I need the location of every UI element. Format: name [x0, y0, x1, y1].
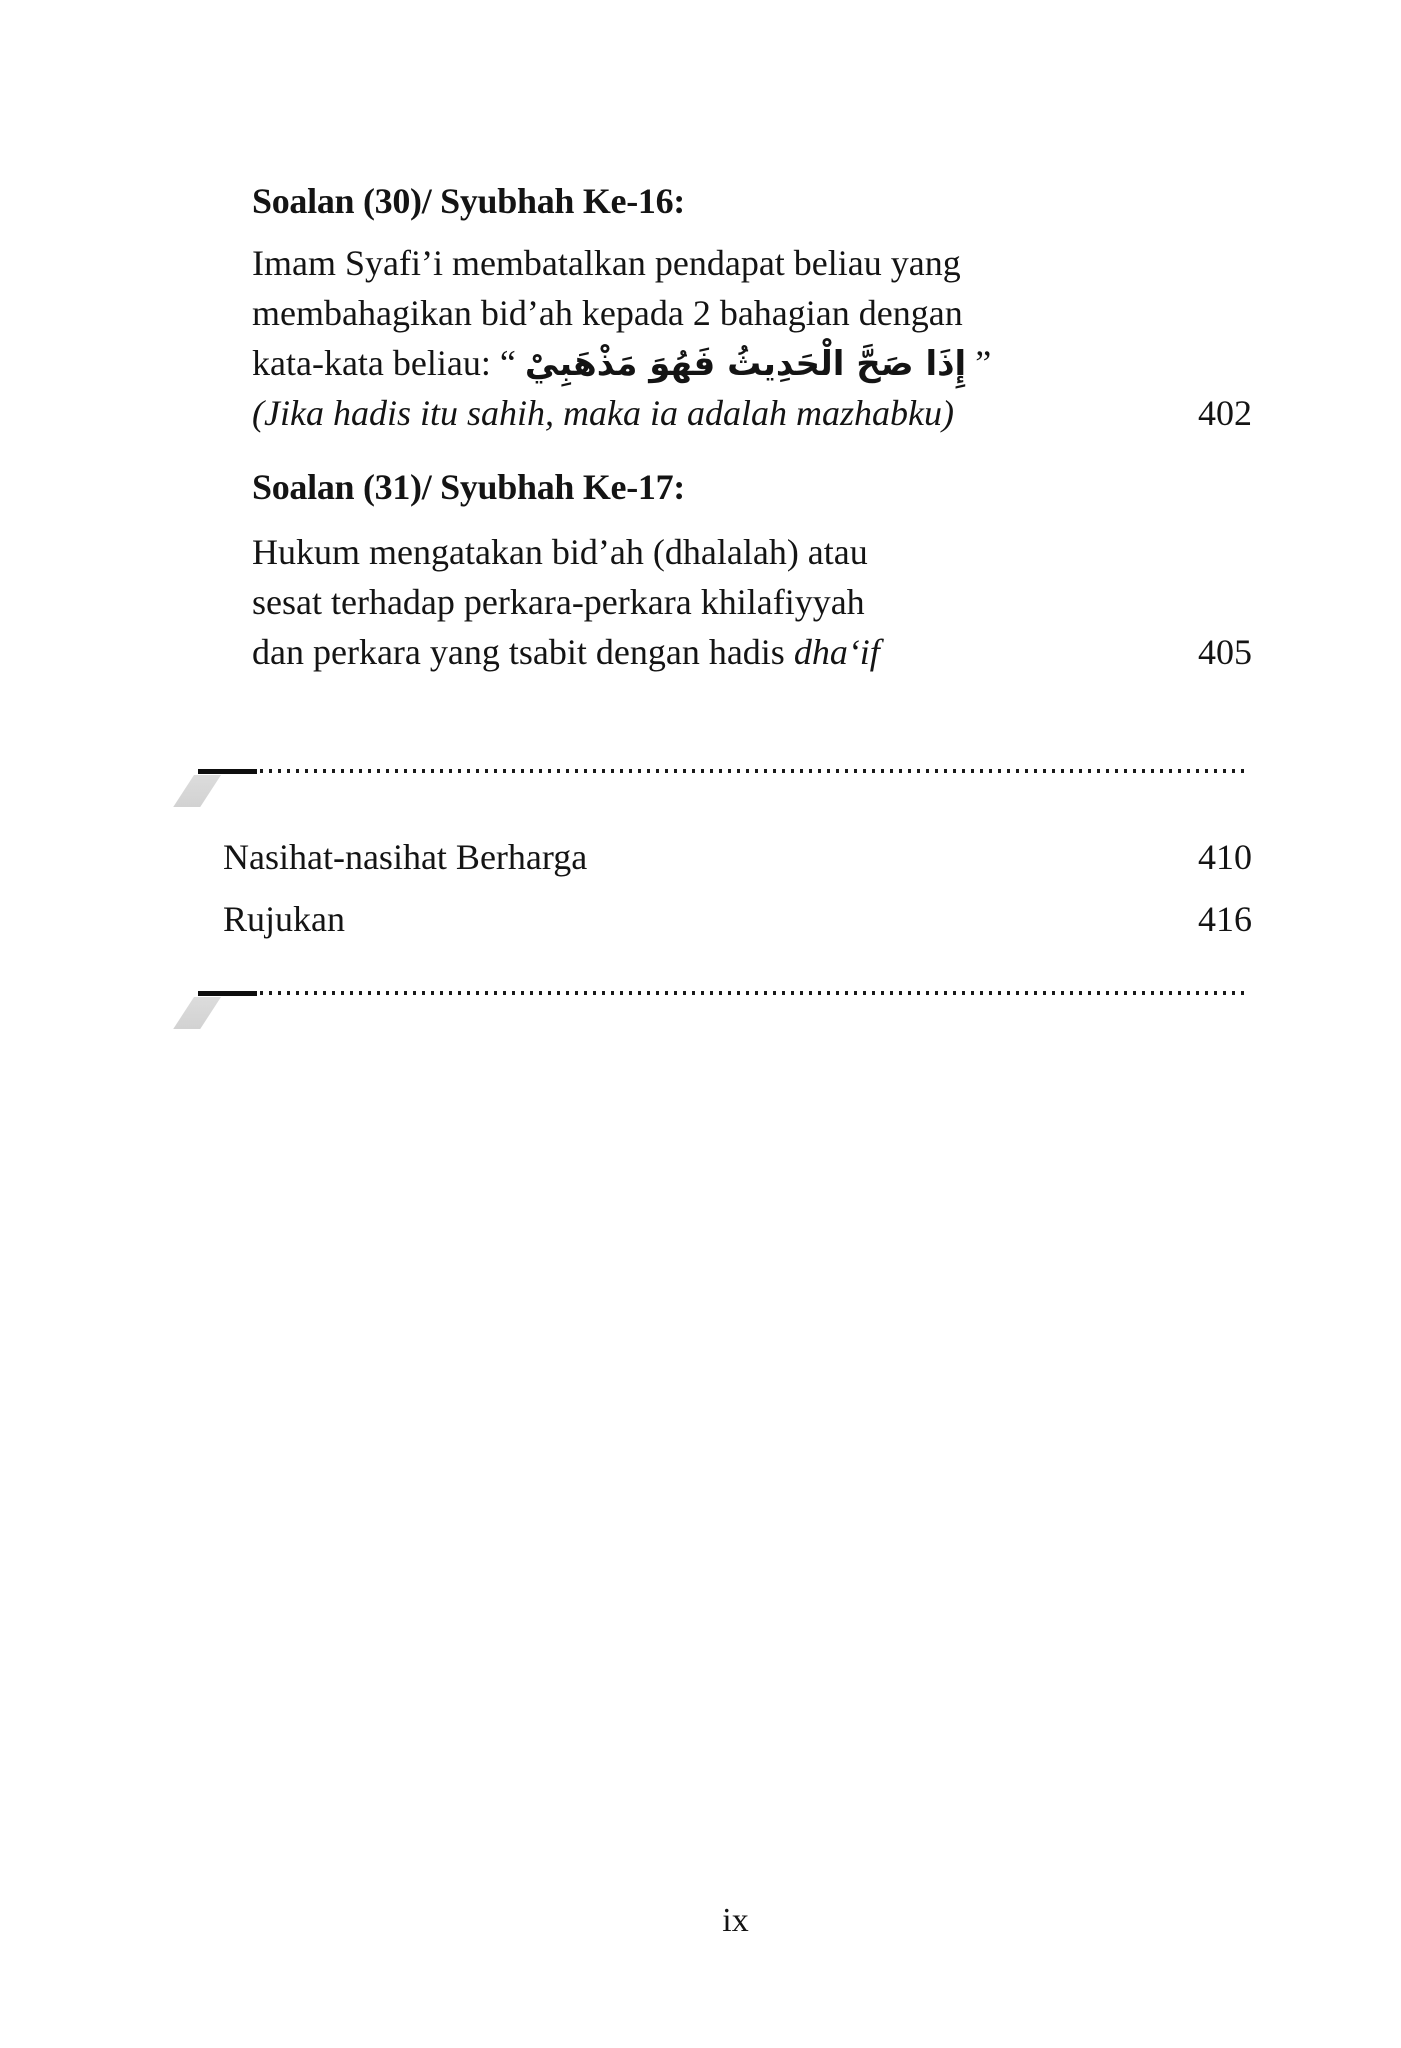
- page-number: 402: [1198, 393, 1252, 433]
- divider-dotted-line: [260, 991, 1250, 995]
- toc-entry-soalan-30: [252, 238, 1252, 438]
- arabic-quote-text: إِذَا صَحَّ الْحَدِيثُ فَهُوَ مَذْهَبِيْ: [524, 344, 967, 384]
- page-number: 405: [1198, 632, 1252, 672]
- divider-rule: [198, 988, 1250, 998]
- toc-heading-soalan-31: Soalan (31)/ Syubhah Ke-17:: [252, 467, 685, 507]
- toc-row-label: Rujukan: [223, 899, 345, 939]
- toc-row-label: Nasihat-nasihat Berharga: [223, 837, 588, 877]
- toc-entry-line-arabic: [252, 338, 1252, 388]
- toc-entry-line-plain: dan perkara yang tsabit dengan hadis: [252, 632, 794, 672]
- toc-entry-line: Hukum mengatakan bid’ah (dhalalah) atau: [252, 532, 868, 572]
- toc-entry-last-line: [252, 627, 1252, 677]
- toc-row-rujukan: [223, 888, 1252, 950]
- toc-entry-line: Imam Syafi’i membatalkan pendapat beliau yang: [252, 243, 961, 283]
- divider-bar: [198, 991, 257, 996]
- toc-entry-last-line: [252, 388, 1252, 438]
- divider-dotted-line: [260, 769, 1250, 773]
- folio-page-number: ix: [722, 1902, 749, 1939]
- toc-simple-entries: [223, 826, 1252, 950]
- toc-entry-line-text: [252, 627, 880, 677]
- divider-bar: [198, 769, 257, 774]
- toc-entry-line-italic-term: dha‘if: [793, 632, 880, 672]
- translation-line: (Jika hadis itu sahih, maka ia adalah mazhabku): [252, 393, 954, 433]
- arabic-quote-suffix: ”: [966, 343, 992, 383]
- divider-slash-decoration: [173, 997, 221, 1029]
- divider-rule: [198, 766, 1250, 776]
- toc-row-nasihat: [223, 826, 1252, 888]
- section-divider: [198, 988, 1250, 1034]
- section-divider: [198, 766, 1250, 812]
- page-number: 410: [1198, 837, 1252, 877]
- arabic-quote-prefix: kata-kata beliau: “: [252, 343, 525, 383]
- divider-slash-decoration: [173, 775, 221, 807]
- toc-entry-soalan-31: [252, 527, 1252, 677]
- toc-entry-line: sesat terhadap perkara-perkara khilafiyyah: [252, 582, 865, 622]
- toc-entry-line: membahagikan bid’ah kepada 2 bahagian dengan: [252, 293, 963, 333]
- page-number: 416: [1198, 899, 1252, 939]
- toc-heading-soalan-30: Soalan (30)/ Syubhah Ke-16:: [252, 181, 685, 221]
